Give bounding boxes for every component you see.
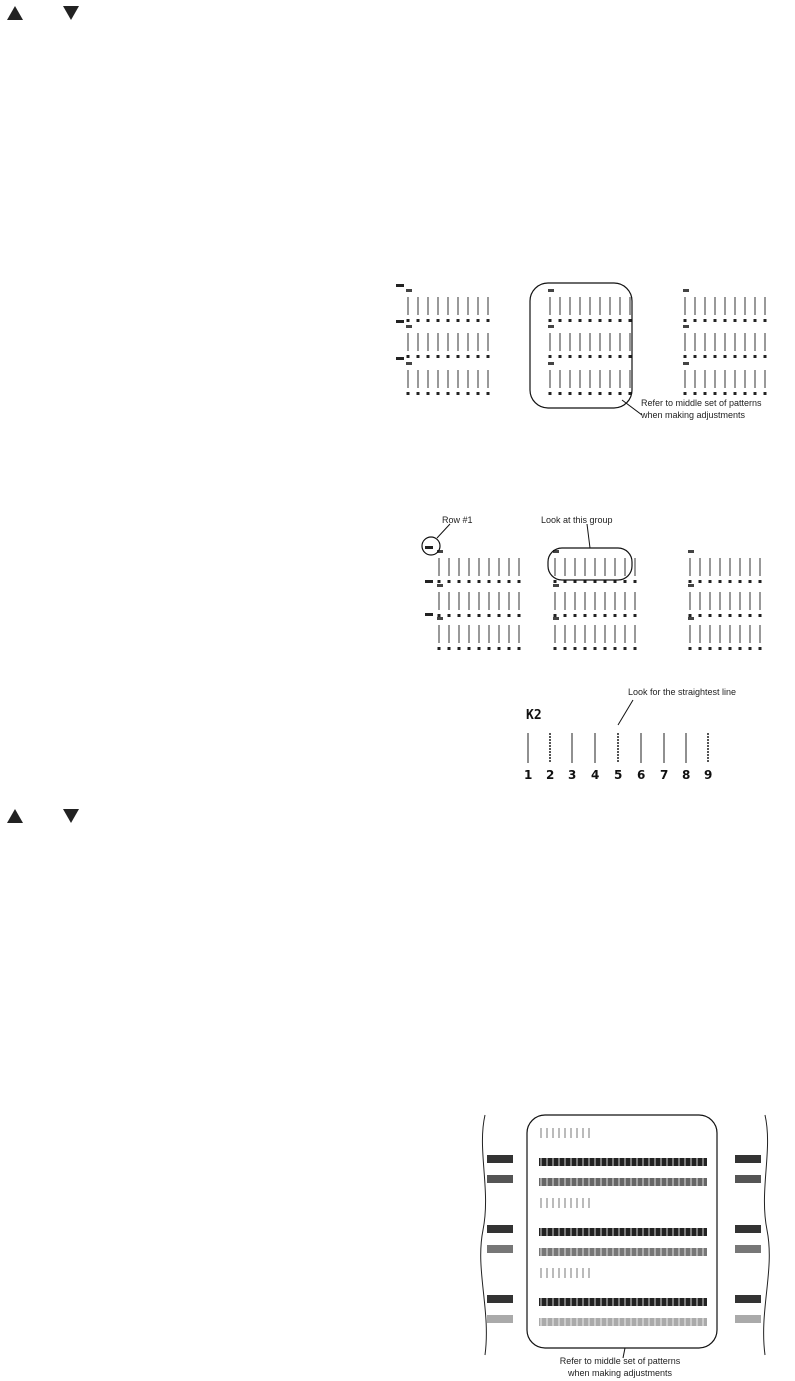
pattern-number-mark [448,580,451,583]
pattern-number-mark [704,355,707,358]
pattern-number-mark [478,580,481,583]
pattern-number-mark [714,392,717,395]
k2-number-1: 1 [524,768,533,782]
pattern-number-mark [764,355,767,358]
left-pattern-group [437,617,521,650]
pattern-number-mark [614,614,617,617]
pattern-number-mark [714,319,717,322]
pattern-number-mark [719,647,722,650]
right-pattern-group [683,325,767,358]
pattern-number-mark [549,355,552,358]
pattern-block [539,1178,707,1186]
pattern-number-mark [427,392,430,395]
right-pattern-group [683,289,767,322]
pattern-number-mark [589,355,592,358]
pattern-number-mark [704,319,707,322]
k2-number-8: 8 [682,768,691,782]
pattern-number-mark [447,319,450,322]
pattern-number-mark [488,580,491,583]
pattern-number-mark [739,614,742,617]
k2-number-2: 2 [546,768,555,782]
k2-title: K2 [526,708,542,723]
pattern-number-mark [584,614,587,617]
pattern-number-mark [508,580,511,583]
pattern-number-mark [437,319,440,322]
down-arrow-icon[interactable] [62,5,80,21]
pattern-number-mark [719,614,722,617]
pattern-number-mark [457,319,460,322]
figure4-callout-line1: Refer to middle set of patterns [559,1356,681,1366]
pattern-number-mark [549,392,552,395]
pattern-number-mark [619,319,622,322]
row-marker [425,580,433,583]
pattern-number-mark [579,319,582,322]
pattern-row [539,1298,707,1306]
pattern-number-mark [629,355,632,358]
pattern-number-mark [477,355,480,358]
pattern-number-mark [478,647,481,650]
pattern-number-mark [604,647,607,650]
up-arrow-icon[interactable] [6,808,24,824]
left-strip-block [487,1295,513,1303]
pattern-number-mark [614,647,617,650]
pattern-number-mark [599,319,602,322]
middle-pattern-group [548,362,632,395]
pattern-number-mark [689,647,692,650]
pattern-number-mark [427,319,430,322]
row-marker [396,320,404,323]
hint-leader [618,700,633,725]
middle-pattern-group [553,584,637,617]
pattern-number-mark [498,614,501,617]
pattern-number-mark [437,355,440,358]
pattern-number-mark [749,614,752,617]
pattern-number-mark [574,647,577,650]
row-marker [425,546,433,549]
pattern-number-mark [437,392,440,395]
pattern-number-mark [764,319,767,322]
pattern-number-mark [574,614,577,617]
pattern-number-mark [699,580,702,583]
pattern-number-mark [564,647,567,650]
pattern-number-mark [609,319,612,322]
middle-pattern-group [548,289,632,322]
group-label-mark [548,362,554,365]
pattern-number-mark [487,392,490,395]
pattern-number-mark [624,580,627,583]
left-strip-block [487,1315,513,1323]
pattern-number-mark [554,647,557,650]
pattern-number-mark [407,355,410,358]
pattern-number-mark [468,580,471,583]
group-label-mark [437,584,443,587]
left-pattern-group [437,584,521,617]
pattern-number-mark [734,392,737,395]
left-pattern-group [437,550,521,583]
pattern-number-mark [624,647,627,650]
pattern-number-mark [438,580,441,583]
right-strip-block [735,1315,761,1323]
pattern-number-mark [704,392,707,395]
pattern-number-mark [609,392,612,395]
pattern-number-mark [518,614,521,617]
pattern-number-mark [634,647,637,650]
right-strip-block [735,1175,761,1183]
k2-number-3: 3 [568,768,577,782]
top-arrow-controls [6,5,80,21]
row-marker [396,357,404,360]
pattern-number-mark [427,355,430,358]
left-torn-edge [481,1115,487,1355]
group-label-mark [406,325,412,328]
pattern-number-mark [564,614,567,617]
right-pattern-group [683,362,767,395]
row-label-leader [437,524,450,538]
pattern-number-mark [488,614,491,617]
pattern-number-mark [759,614,762,617]
group-label-leader [587,524,590,548]
pattern-number-mark [764,392,767,395]
right-pattern-group [688,550,765,583]
pattern-number-mark [468,614,471,617]
pattern-row [539,1158,707,1166]
left-strip-block [487,1245,513,1253]
pattern-number-mark [724,392,727,395]
right-strip-block [735,1225,761,1233]
pattern-number-mark [477,319,480,322]
pattern-row [541,1198,589,1208]
k2-straight-line-pattern [520,695,720,765]
right-strip-block [735,1245,761,1253]
pattern-number-mark [488,647,491,650]
pattern-number-mark [629,319,632,322]
look-at-group-label: Look at this group [541,515,613,525]
group-label-mark [548,325,554,328]
middle-pattern-group [553,617,637,650]
pattern-number-mark [689,614,692,617]
pattern-number-mark [584,647,587,650]
middle-pattern-group [548,325,632,358]
pattern-number-mark [458,647,461,650]
pattern-number-mark [559,392,562,395]
pattern-number-mark [518,580,521,583]
pattern-number-mark [458,614,461,617]
pattern-number-mark [518,647,521,650]
callout-leader [622,400,642,415]
pattern-number-mark [438,647,441,650]
pattern-block [539,1228,707,1236]
pattern-number-mark [729,647,732,650]
pattern-block [539,1318,707,1326]
middle-set-outline [530,283,632,408]
pattern-number-mark [599,355,602,358]
pattern-number-mark [609,355,612,358]
pattern-number-mark [709,580,712,583]
pattern-number-mark [729,580,732,583]
pattern-number-mark [448,614,451,617]
pattern-number-mark [579,355,582,358]
pattern-number-mark [759,647,762,650]
group-label-mark [553,617,559,620]
pattern-number-mark [508,647,511,650]
group-label-mark [688,584,694,587]
pattern-number-mark [487,355,490,358]
k2-number-6: 6 [637,768,646,782]
row-marker [425,613,433,616]
pattern-number-mark [604,614,607,617]
pattern-number-mark [749,647,752,650]
pattern-number-mark [457,355,460,358]
k2-number-9: 9 [704,768,713,782]
pattern-number-mark [589,319,592,322]
pattern-number-mark [579,392,582,395]
pattern-number-mark [448,647,451,650]
pattern-number-mark [447,355,450,358]
pattern-row [539,1178,707,1186]
pattern-number-mark [734,355,737,358]
pattern-number-mark [754,392,757,395]
group-label-mark [683,289,689,292]
pattern-number-mark [619,355,622,358]
up-arrow-icon[interactable] [6,5,24,21]
group-label-mark [688,617,694,620]
right-pattern-group [688,617,765,650]
pattern-number-mark [554,614,557,617]
pattern-number-mark [599,392,602,395]
left-pattern-group [406,289,490,322]
mid-arrow-controls [6,808,80,824]
pattern-number-mark [589,392,592,395]
left-pattern-group [406,362,490,395]
pattern-number-mark [724,355,727,358]
pattern-number-mark [759,580,762,583]
pattern-number-mark [634,580,637,583]
pattern-number-mark [744,392,747,395]
right-pattern-group [688,584,765,617]
pattern-number-mark [417,355,420,358]
pattern-row [539,1248,707,1256]
pattern-number-mark [729,614,732,617]
pattern-number-mark [714,355,717,358]
pattern-number-mark [684,355,687,358]
pattern-number-mark [594,647,597,650]
pattern-block [539,1158,707,1166]
pattern-number-mark [417,319,420,322]
pattern-number-mark [684,392,687,395]
figure4-callout-line2: when making adjustments [567,1368,673,1378]
pattern-number-mark [699,647,702,650]
right-torn-edge [764,1115,770,1355]
figure1-callout-line2: when making adjustments [641,410,746,420]
pattern-number-mark [619,392,622,395]
right-strip-block [735,1155,761,1163]
pattern-number-mark [634,614,637,617]
pattern-number-mark [569,319,572,322]
group-label-mark [437,617,443,620]
left-pattern-group [406,325,490,358]
pattern-number-mark [709,647,712,650]
pattern-number-mark [569,355,572,358]
pattern-number-mark [689,580,692,583]
group-label-mark [683,325,689,328]
pattern-number-mark [478,614,481,617]
pattern-number-mark [739,580,742,583]
pattern-number-mark [468,647,471,650]
k2-number-5: 5 [614,768,623,782]
pattern-number-mark [417,392,420,395]
pattern-row [541,1128,589,1138]
group-label-mark [548,289,554,292]
pattern-number-mark [438,614,441,617]
pattern-number-mark [749,580,752,583]
pattern-row [539,1318,707,1326]
pattern-number-mark [559,355,562,358]
pattern-number-mark [554,580,557,583]
left-strip-block [487,1175,513,1183]
left-strip-block [487,1225,513,1233]
pattern-number-mark [709,614,712,617]
pattern-number-mark [498,647,501,650]
pattern-number-mark [684,319,687,322]
pattern-number-mark [724,319,727,322]
left-strip-block [487,1155,513,1163]
pattern-number-mark [624,614,627,617]
pattern-block [539,1298,707,1306]
pattern-number-mark [498,580,501,583]
pattern-number-mark [559,319,562,322]
k2-number-4: 4 [591,768,600,782]
group-label-mark [553,584,559,587]
pattern-number-mark [694,319,697,322]
pattern-number-mark [594,614,597,617]
pattern-number-mark [407,392,410,395]
color-alignment-pattern-figure [475,1110,775,1360]
group-label-mark [406,362,412,365]
pattern-number-mark [744,319,747,322]
pattern-number-mark [407,319,410,322]
alignment-pattern-figure-2 [415,510,765,650]
pattern-number-mark [467,392,470,395]
pattern-number-mark [447,392,450,395]
pattern-row [539,1228,707,1236]
pattern-number-mark [457,392,460,395]
group-label-mark [683,362,689,365]
pattern-number-mark [467,355,470,358]
pattern-number-mark [477,392,480,395]
pattern-number-mark [694,392,697,395]
pattern-number-mark [719,580,722,583]
figure1-callout-line1: Refer to middle set of patterns [641,398,762,408]
pattern-number-mark [694,355,697,358]
pattern-number-mark [754,355,757,358]
pattern-number-mark [467,319,470,322]
group-label-mark [688,550,694,553]
straightest-line-hint: Look for the straightest line [628,687,737,697]
pattern-block [539,1248,707,1256]
pattern-number-mark [508,614,511,617]
pattern-number-mark [569,392,572,395]
row-marker [396,284,404,287]
k2-number-7: 7 [660,768,669,782]
right-strip-block [735,1295,761,1303]
pattern-row [541,1268,589,1278]
pattern-number-mark [734,319,737,322]
pattern-number-mark [487,319,490,322]
down-arrow-icon[interactable] [62,808,80,824]
pattern-number-mark [739,647,742,650]
pattern-number-mark [549,319,552,322]
pattern-number-mark [754,319,757,322]
pattern-number-mark [458,580,461,583]
row-1-label: Row #1 [442,515,473,525]
group-outline [548,548,632,580]
group-label-mark [406,289,412,292]
pattern-number-mark [744,355,747,358]
pattern-number-mark [699,614,702,617]
